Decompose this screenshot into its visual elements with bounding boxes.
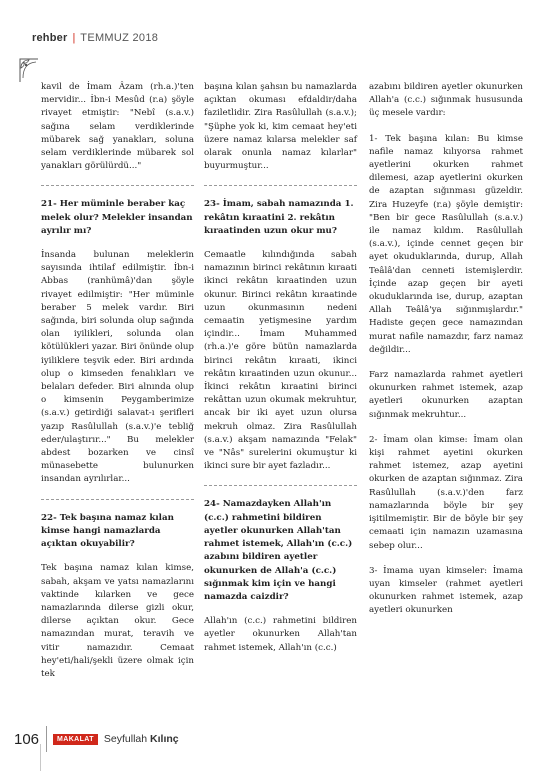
- paragraph: Allah'ın (c.c.) rahmetini bildiren ayetler okunurken Allah'tan rahmet istemek, Allah'ın (c.c.): [204, 616, 357, 653]
- section-divider: [204, 185, 357, 186]
- author-first-name: Seyfullah: [103, 733, 148, 745]
- text-column-left: [41, 81, 194, 681]
- text-column-right: [369, 81, 523, 618]
- paragraph: İnsanda bulunan meleklerin sayısında ihtilaf edilmiştir. İbn-i Abbas (ranhümâ)'dan şöyle rivayet edilmiştir: "Her müminle beraber 5 melek vardır. Biri sağında, biri solunda olup sağında olan iyilikleri, solunda olan kötülükleri yazar. Biri önünde olup iyiliklere teşvik eder. Biri ardında olup o kimseden fenalıkları ve belaları defeder. Biri alnında olup o kimsenin Peygamberimize (s.a.v.) getirdiği salavat-ı şerifleri yazıp Rasûlullah (s.a.v.)'e tebliğ eder/ulaştırır..." Bu melekler abdest bozarken ve cinsî münasebette bulunurken insandan ayrılırlar...: [41, 250, 194, 485]
- paragraph: 1- Tek başına kılan: Bu kimse nafile namaz kılıyorsa rahmet ayetlerini okurken rahmet dilemesi, azap ayetlerini okurken de azaptan sığınması güzeldir. Zira Huzeyfe (r.a) şöyle demiştir: "Ben bir gece Rasûlullah (s.a.v.) ile namaz kıldım. Rasûlullah (s.a.v.), içinde cennet geçen bir ayet okuduklarında, durup, Allah Teâlâ'dan cenneti istemişlerdir. İçinde azap geçen bir ayeti okuduklarında ise, durup, azaptan Allah Teâlâ'ya sığınmışlardır." Hadiste geçen gece namazından murat nafile namazdır, farz namaz değildir...: [369, 133, 523, 355]
- header-separator: |: [72, 32, 76, 44]
- paragraph: başına kılan şahsın bu namazlarda açıktan okuması efdaldir/daha faziletlidir. Zira Rasûlullah (s.a.v.); "Şüphe yok ki, kim cemaat hey'eti üzere namaz kılarsa melekler saf olarak onunla namaz kılarlar" buyurmuştur...: [204, 82, 357, 172]
- page-header: [32, 30, 158, 46]
- paragraph: Tek başına namaz kılan kimse, sabah, akşam ve yatsı namazlarını vaktinde kılarken ve gece namazlarında dilerse gizli okur, dilerse açıktan okur. Gece namazından murat, teravih ve vitir namazıdır. Cemaat hey'eti/hali/şekli üzere olmak için tek: [41, 563, 194, 679]
- question-heading-21: 21- Her müminle beraber kaç melek olur? Melekler insandan ayrılır mı?: [41, 199, 193, 236]
- paragraph: Cemaatle kılındığında sabah namazının birinci rekâtının kıraati ikinci rekâtın kıraatinden uzun okunur. Birinci rekâtın kıraatinde uzun okunmasının nedeni cemaatin yetişmesine yardım içindir... İmam Muhammed (rh.a.)'e göre bütün namazlarda birinci rekâtın kıraati, ikinci rekâtın kıraatinden uzun okunur... İkinci rekâtın kıraatini birinci rekâttan uzun okumak mekruhtur, ancak bir iki ayet uzun olursa mekruh olmaz. Zira Rasûlullah (s.a.v.) akşam namazında "Felak" ve "Nâs" surelerini okumuştur ki ikinci sure bir ayet fazladır...: [204, 250, 357, 472]
- author-name: [104, 733, 179, 745]
- corner-ornament-icon: [18, 56, 40, 84]
- question-heading-22: 22- Tek başına namaz kılan kimse hangi namazlarda açıktan okuyabilir?: [41, 512, 174, 550]
- section-divider: [204, 485, 357, 486]
- paragraph: 3- İmama uyan kimseler: İmama uyan kimseler (rahmet ayetleri okunurken rahmet istemek, azap ayetleri okunurken: [369, 565, 523, 616]
- author-last-name: Kılınç: [150, 733, 179, 745]
- section-divider: [41, 185, 194, 186]
- paragraph: Farz namazlarda rahmet ayetleri okunurken rahmet istemek, azap ayetleri okunurken azaptan sığınmak mekruhtur...: [369, 370, 523, 420]
- footer-rule: [40, 744, 41, 771]
- footer-divider: [46, 726, 47, 752]
- question-heading-23: 23- İmam, sabah namazında 1. rekâtın kıraatini 2. rekâtın kıraatinden uzun okur mu?: [204, 199, 354, 236]
- issue-date: TEMMUZ 2018: [80, 32, 159, 44]
- magazine-brand: rehber: [32, 32, 68, 44]
- paragraph: 2- İmam olan kimse: İmam olan kişi rahmet ayetini okurken rahmet istemez, azap ayetini okurken de azaptan sığınmaz. Zira Rasûlullah (s.a.v.)'den farz namazlarında böyle bir şey işitilmemiştir. Bir de böyle bir şey cemaati için namazın uzamasına sebep olur...: [369, 434, 523, 551]
- paragraph: kavil de İmam Âzam (rh.a.)'ten mervidir... İbn-i Mesûd (r.a) şöyle rivayet etmiştir: "Nebî (s.a.v.) sağına selam verdiklerinde mübarek sağ yanakları, soluna selam verdiklerinde mübarek sol yanakları görülürdü...": [41, 82, 194, 172]
- section-badge: MAKALAT: [53, 734, 98, 745]
- section-divider: [41, 499, 194, 500]
- page-footer: [14, 726, 179, 752]
- question-heading-24: 24- Namazdayken Allah'ın (c.c.) rahmetini bildiren ayetler okunurken Allah'tan rahmet istemek, Allah'ın (c.c.) azabını bildiren ayetler okunurken de Allah'a (c.c.) sığınmak kim için ve hangi namazda caizdir?: [204, 499, 353, 602]
- page-number: 106: [14, 730, 40, 748]
- paragraph: azabını bildiren ayetler okunurken Allah'a (c.c.) sığınmak hususunda üç mesele vardır:: [369, 82, 523, 119]
- text-column-middle: [204, 81, 357, 655]
